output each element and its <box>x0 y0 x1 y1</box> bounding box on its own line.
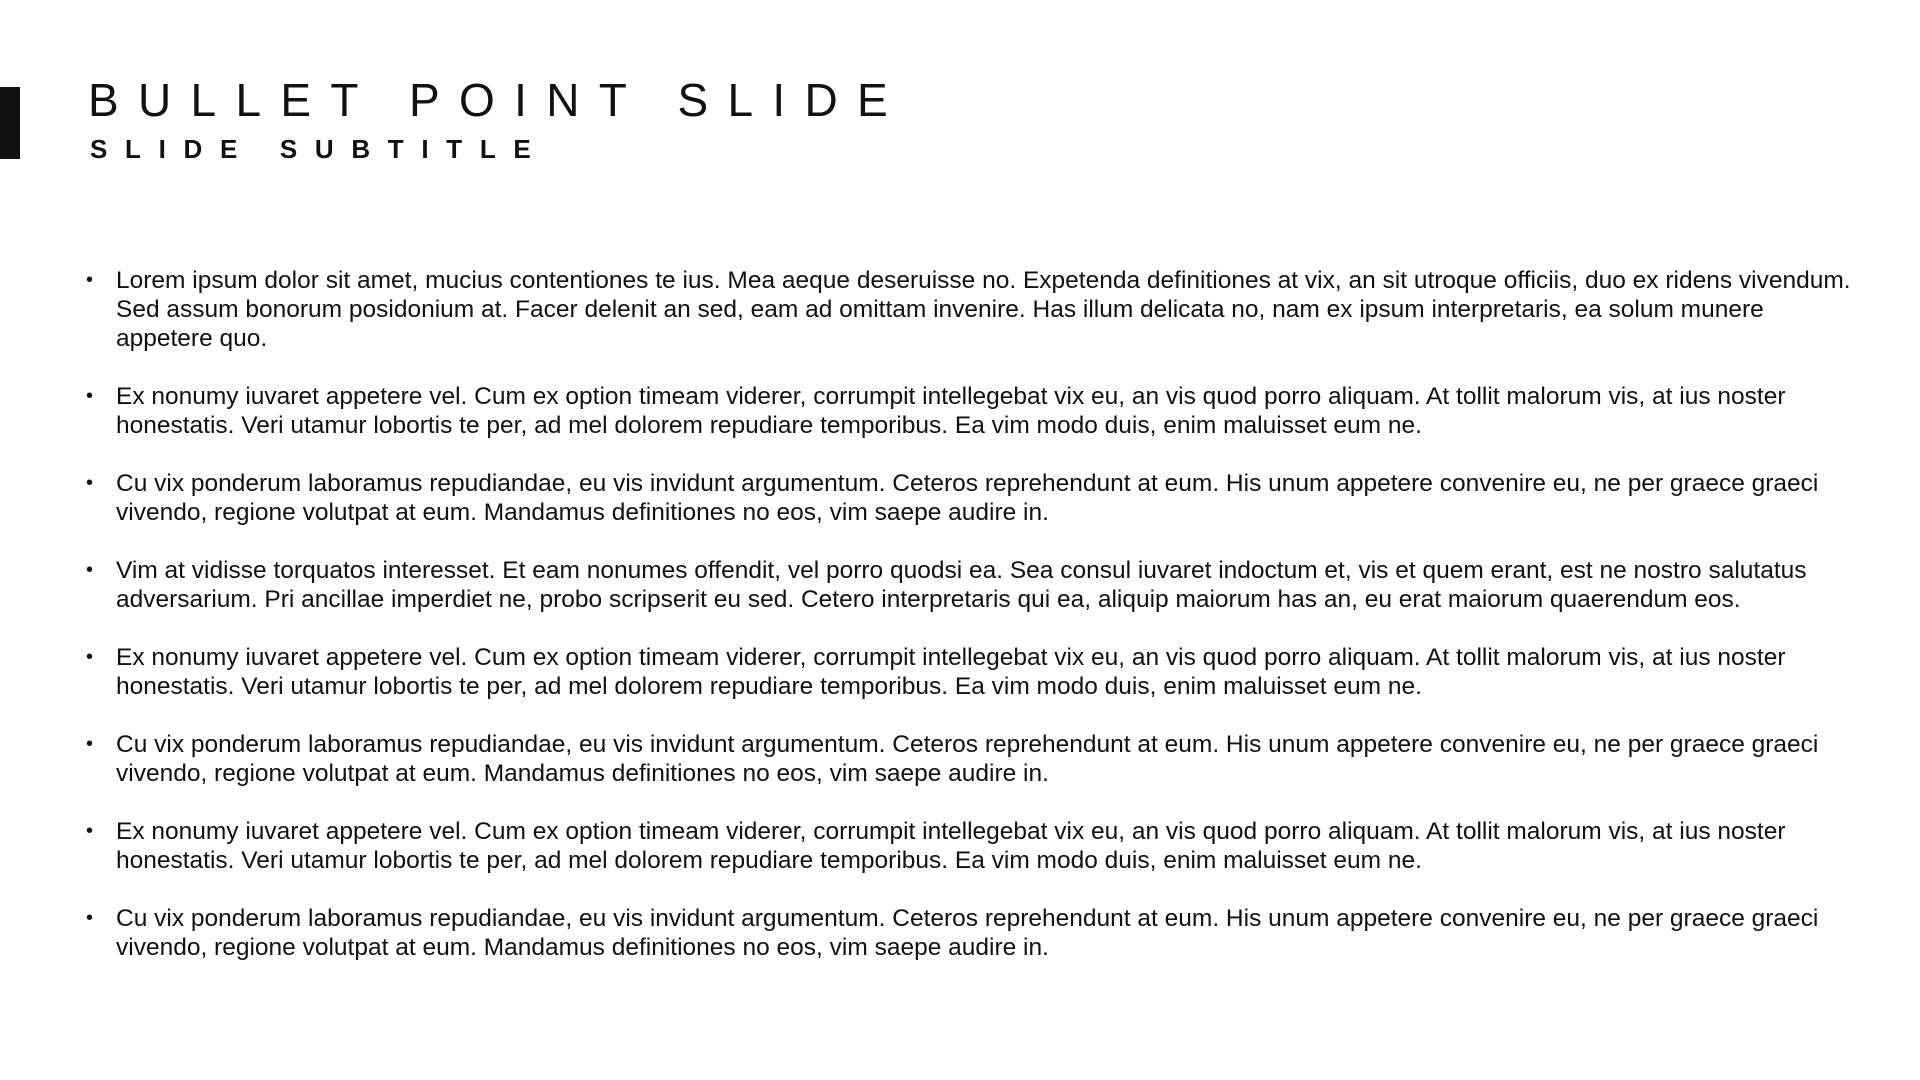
slide-subtitle: SLIDE SUBTITLE <box>90 134 549 164</box>
bullet-dot-icon: • <box>86 907 94 929</box>
bullet-dot-icon: • <box>86 733 94 755</box>
bullet-dot-icon: • <box>86 472 94 494</box>
bullet-text: Lorem ipsum dolor sit amet, mucius contentiones te ius. Mea aeque deseruisse no. Expetenda definitiones at vix, an sit utroque officiis, duo ex ridens vivendum. Sed assum bonorum posidonium at. Facer delenit an sed, eam ad omittam invenire. Has illum delicata no, nam ex ipsum interpretaris, ea solum munere appetere quo. <box>116 267 1851 352</box>
bullet-dot-icon: • <box>86 269 94 291</box>
title-accent-bar <box>0 87 20 159</box>
bullet-item <box>86 556 1866 614</box>
bullet-dot-icon: • <box>86 646 94 668</box>
bullet-text: Cu vix ponderum laboramus repudiandae, eu vis invidunt argumentum. Ceteros reprehendunt at eum. His unum appetere convenire eu, ne per graece graeci vivendo, regione volutpat at eum. Mandamus definitiones no eos, vim saepe audire in. <box>116 470 1819 526</box>
bullet-item <box>86 382 1866 440</box>
bullet-text: Cu vix ponderum laboramus repudiandae, eu vis invidunt argumentum. Ceteros reprehendunt at eum. His unum appetere convenire eu, ne per graece graeci vivendo, regione volutpat at eum. Mandamus definitiones no eos, vim saepe audire in. <box>116 905 1819 961</box>
bullet-text: Vim at vidisse torquatos interesset. Et eam nonumes offendit, vel porro quodsi ea. Sea consul iuvaret indoctum et, vis et quem erant, est ne nostro salutatus adversarium. Pri ancillae imperdiet ne, probo scripserit eu sed. Cetero interpretaris qui ea, aliquip maiorum has an, eu erat maiorum quaerendum eos. <box>116 557 1807 613</box>
bullet-item <box>86 730 1866 788</box>
slide-title: BULLET POINT SLIDE <box>88 74 908 126</box>
bullet-list <box>86 266 1866 962</box>
bullet-text: Ex nonumy iuvaret appetere vel. Cum ex option timeam viderer, corrumpit intellegebat vix eu, an vis quod porro aliquam. At tollit malorum vis, at ius noster honestatis. Veri utamur lobortis te per, ad mel dolorem repudiare temporibus. Ea vim modo duis, enim maluisset eum ne. <box>116 644 1786 700</box>
bullet-item <box>86 817 1866 875</box>
bullet-text: Ex nonumy iuvaret appetere vel. Cum ex option timeam viderer, corrumpit intellegebat vix eu, an vis quod porro aliquam. At tollit malorum vis, at ius noster honestatis. Veri utamur lobortis te per, ad mel dolorem repudiare temporibus. Ea vim modo duis, enim maluisset eum ne. <box>116 383 1786 439</box>
bullet-text: Ex nonumy iuvaret appetere vel. Cum ex option timeam viderer, corrumpit intellegebat vix eu, an vis quod porro aliquam. At tollit malorum vis, at ius noster honestatis. Veri utamur lobortis te per, ad mel dolorem repudiare temporibus. Ea vim modo duis, enim maluisset eum ne. <box>116 818 1786 874</box>
bullet-text: Cu vix ponderum laboramus repudiandae, eu vis invidunt argumentum. Ceteros reprehendunt at eum. His unum appetere convenire eu, ne per graece graeci vivendo, regione volutpat at eum. Mandamus definitiones no eos, vim saepe audire in. <box>116 731 1819 787</box>
bullet-dot-icon: • <box>86 559 94 581</box>
bullet-dot-icon: • <box>86 385 94 407</box>
bullet-item <box>86 643 1866 701</box>
bullet-dot-icon: • <box>86 820 94 842</box>
bullet-item <box>86 469 1866 527</box>
bullet-item <box>86 266 1866 353</box>
bullet-item <box>86 904 1866 962</box>
